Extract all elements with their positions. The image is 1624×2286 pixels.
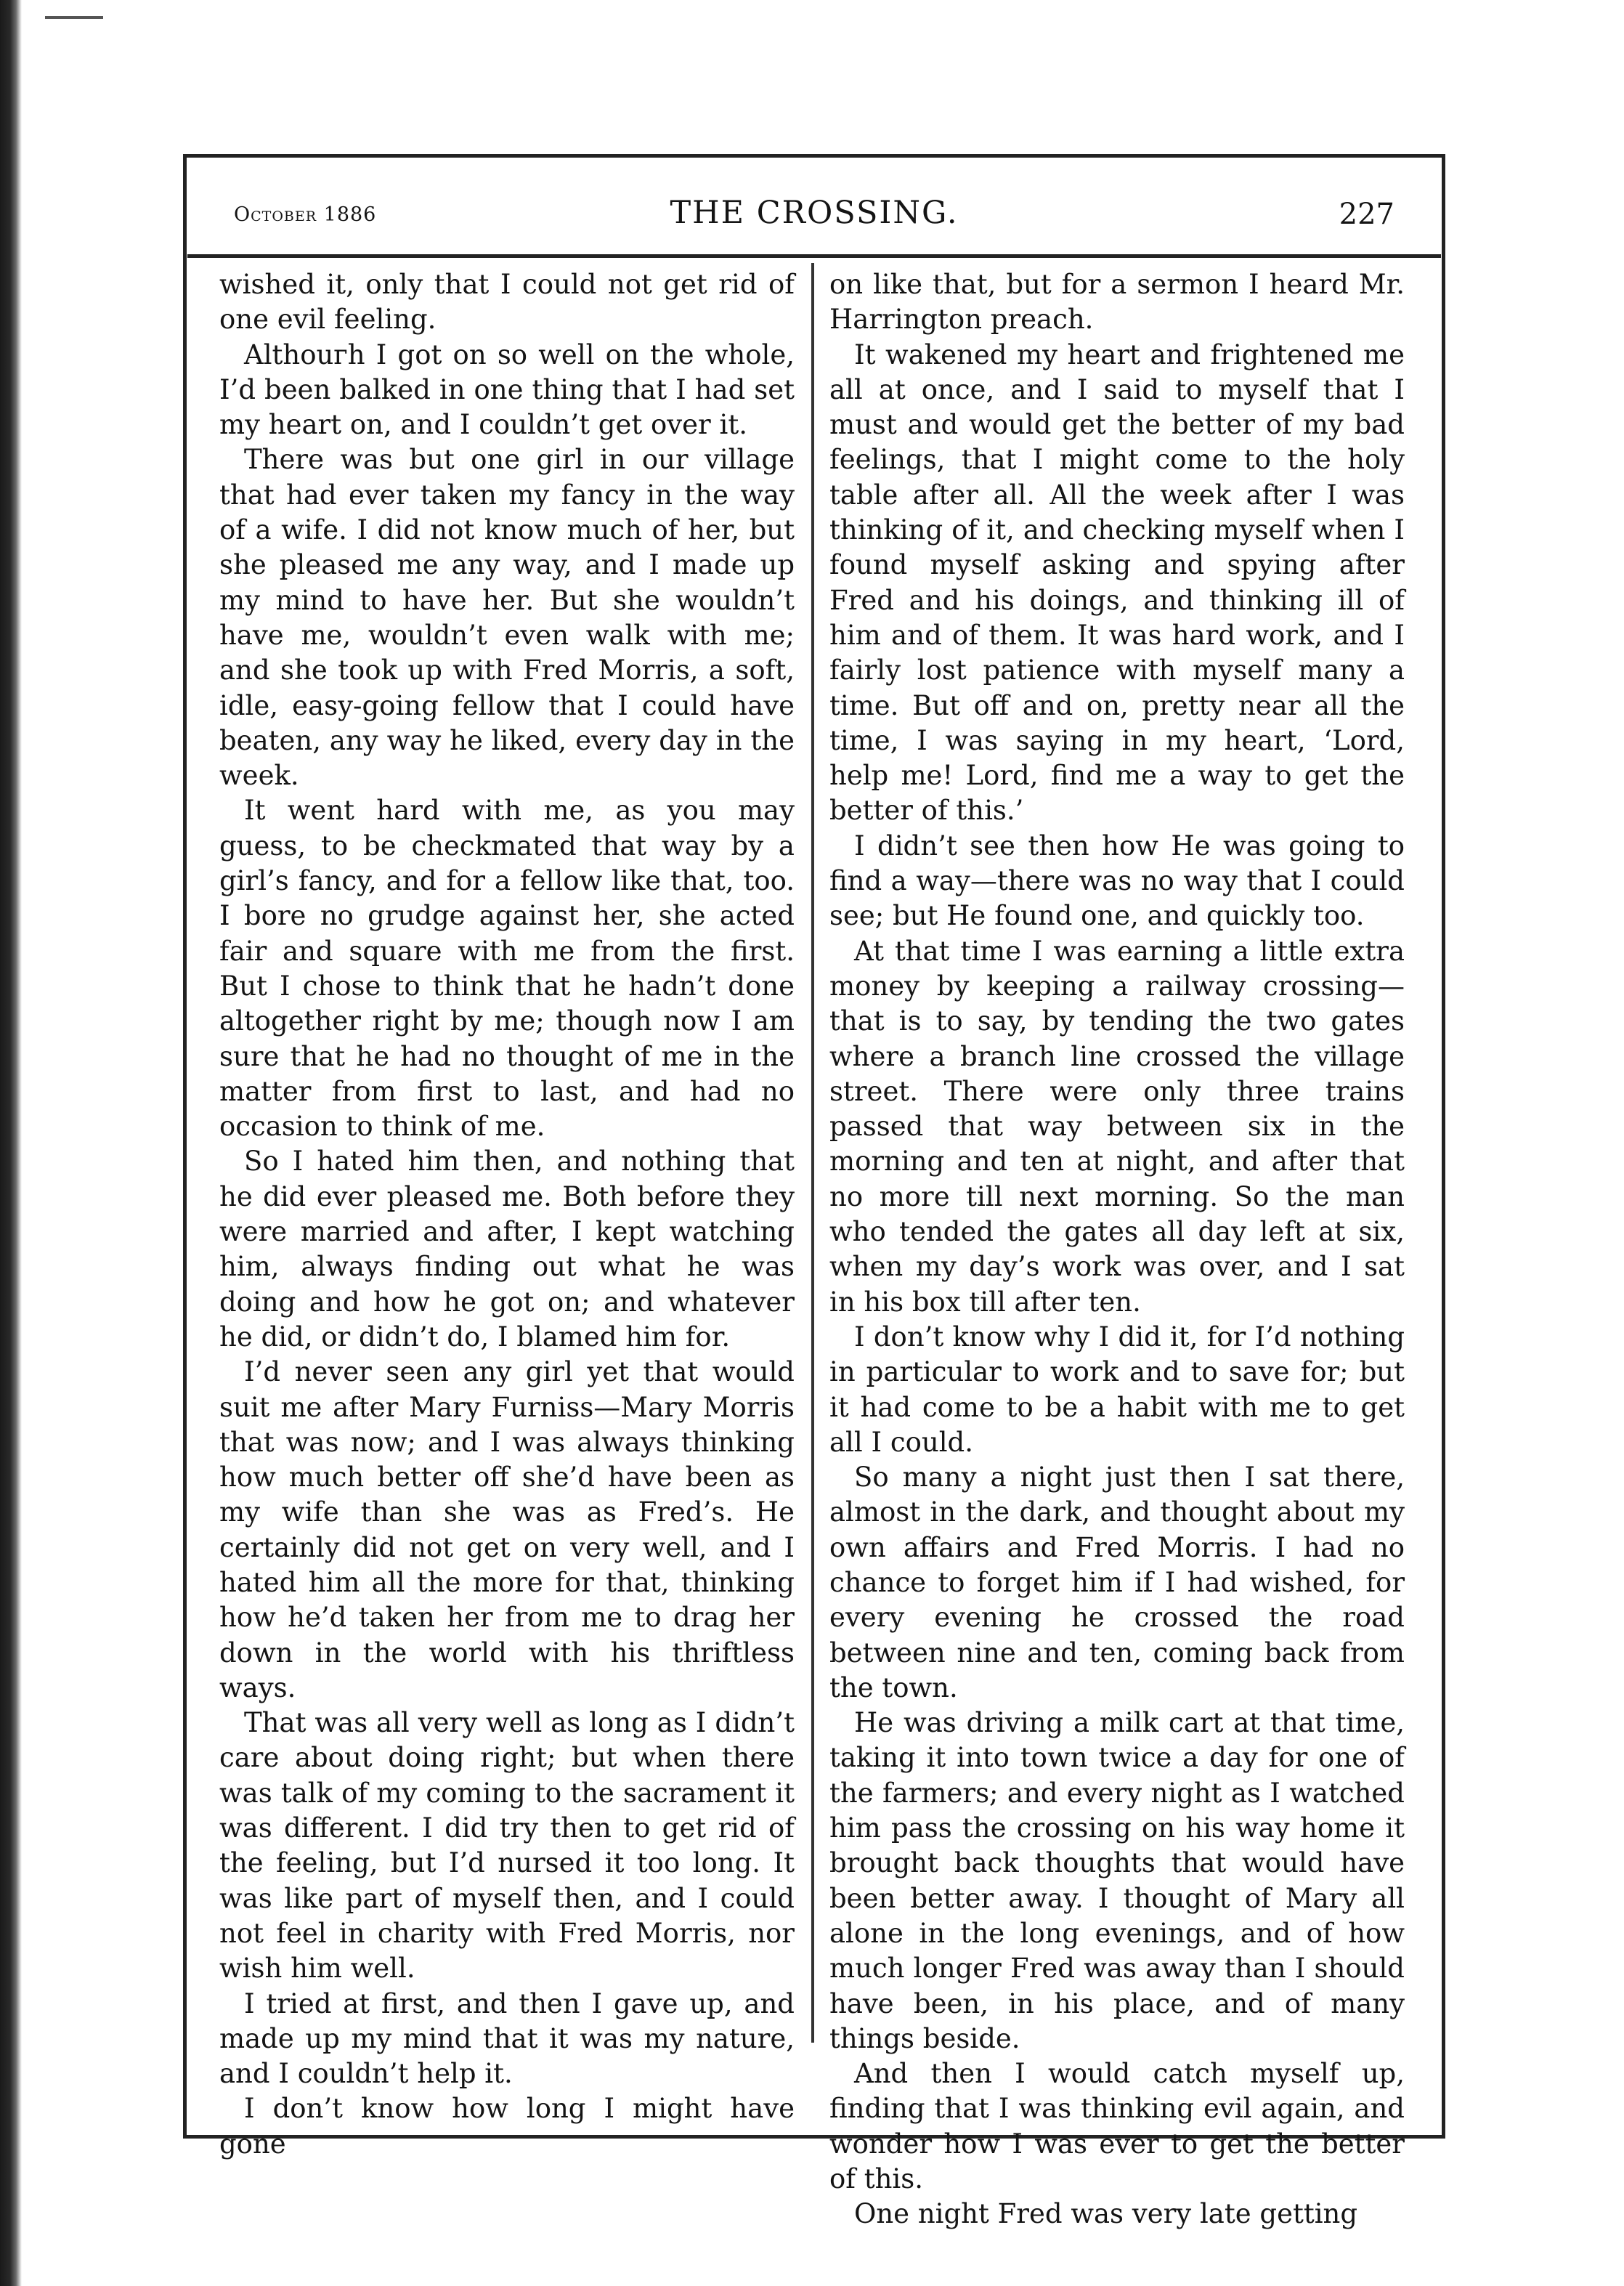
paragraph: I didn’t see then how He was going to find a way—there was no way that I could see; but He found one, and quickly too.: [829, 830, 1405, 932]
paragraph: I’d never seen any girl yet that would suit me after Mary Furniss—Mary Morris that was now; and I was always thinking how much better off she’d have been as my wife than she was as Fred’s. He certainly did not get on very well, and I hated him all the more for that, thinking how he’d taken her from me to drag her down in the world with his thriftless ways.: [219, 1356, 795, 1703]
paragraph: So many a night just then I sat there, almost in the dark, and thought about my own affairs and Fred Morris. I had no chance to forget him if I had wished, for every evening he crossed the road between nine and ten, coming back from the town.: [829, 1462, 1405, 1703]
paragraph: He was driving a milk cart at that time, taking it into town twice a day for one of the farmers; and every night as I watched him pass the crossing on his way home it brought back thoughts that would have been better away. I thought of Mary all alone in the long evenings, and of how much longer Fred was away than I should have been, in his place, and of many things beside.: [829, 1707, 1405, 2054]
paragraph: One night Fred was very late getting: [854, 2198, 1358, 2230]
paragraph: At that time I was earning a little extra money by keeping a railway crossing—that is to say, by tending the two gates where a branch line crossed the village street. There were only three trains passed that way between six in the morning and ten at night, and after that no more till next morning. So the man who tended the gates all day left at six, when my day’s work was over, and I sat in his box till after ten.: [829, 935, 1405, 1318]
paragraph: It wakened my heart and frightened me all at once, and I said to myself that I must and would get the better of my bad feelings, that I might come to the holy table after all. All the week after I was thinking of it, and checking myself when I found myself asking and spying after Fred and his doings, and thinking ill of him and of them. It was hard work, and I fairly lost patience with myself many a time. But off and on, pretty near all the time, I was saying in my heart, ‘Lord, help me! Lord, find me a way to get the better of this.’: [829, 339, 1405, 827]
paragraph: I don’t know how long I might have gone: [219, 2093, 795, 2160]
binding-edge: [0, 0, 22, 2286]
header-rule: [187, 254, 1441, 258]
paragraph: on like that, but for a sermon I heard Mr. Harrington preach.: [829, 269, 1405, 336]
header-date: October 1886: [234, 203, 377, 226]
paragraph: There was but one girl in our village that had ever taken my fancy in the way of a wife. I did not know much of her, but she pleased me any way, and I made up my mind to have her. But she wouldn’t have me, wouldn’t even walk with me; and she took up with Fred Morris, a soft, idle, easy-going fellow that I could have beaten, any way he liked, every day in the week.: [219, 444, 795, 792]
column-divider: [811, 263, 814, 2043]
paragraph: I tried at first, and then I gave up, and made up my mind that it was my nature, and I couldn’t help it.: [219, 1987, 795, 2090]
running-header: [234, 190, 1394, 241]
paragraph: So I hated him then, and nothing that he did ever pleased me. Both before they were married and after, I kept watching him, always finding out what he was doing and how he got on; and whatever he did, or didn’t do, I blamed him for.: [219, 1146, 795, 1353]
paragraph: I don’t know why I did it, for I’d nothing in particular to work and to save for; but it had come to be a habit with me to get all I could.: [829, 1321, 1405, 1458]
paragraph: Althouгh I got on so well on the whole, I’d been balked in one thing that I had set my heart on, and I couldn’t get over it.: [219, 339, 795, 441]
paragraph: wished it, only that I could not get rid of one evil feeling.: [219, 269, 795, 336]
paragraph: And then I would catch myself up, finding that I was thinking evil again, and wonder how I was ever to get the better of this.: [829, 2058, 1405, 2195]
paragraph: That was all very well as long as I didn’t care about doing right; but when there was talk of my coming to the sacrament it was different. I did try then to get rid of the feeling, but I’d nursed it too long. It was like part of myself then, and I could not feel in charity with Fred Morris, nor wish him well.: [219, 1707, 795, 1985]
binding-mark: [45, 16, 103, 19]
page-number: 227: [1339, 198, 1394, 231]
text-column-left: [219, 267, 795, 2162]
text-column-right: [829, 267, 1405, 2232]
paragraph: It went hard with me, as you may guess, to be checkmated that way by a girl’s fancy, and for a fellow like that, too. I bore no grudge against her, she acted fair and square with me from the first. But I chose to think that he hadn’t done altogether right by me; though now I am sure that he had no thought of me in the matter from first to last, and had no occasion to think of me.: [219, 795, 795, 1143]
header-title: THE CROSSING.: [670, 195, 959, 231]
